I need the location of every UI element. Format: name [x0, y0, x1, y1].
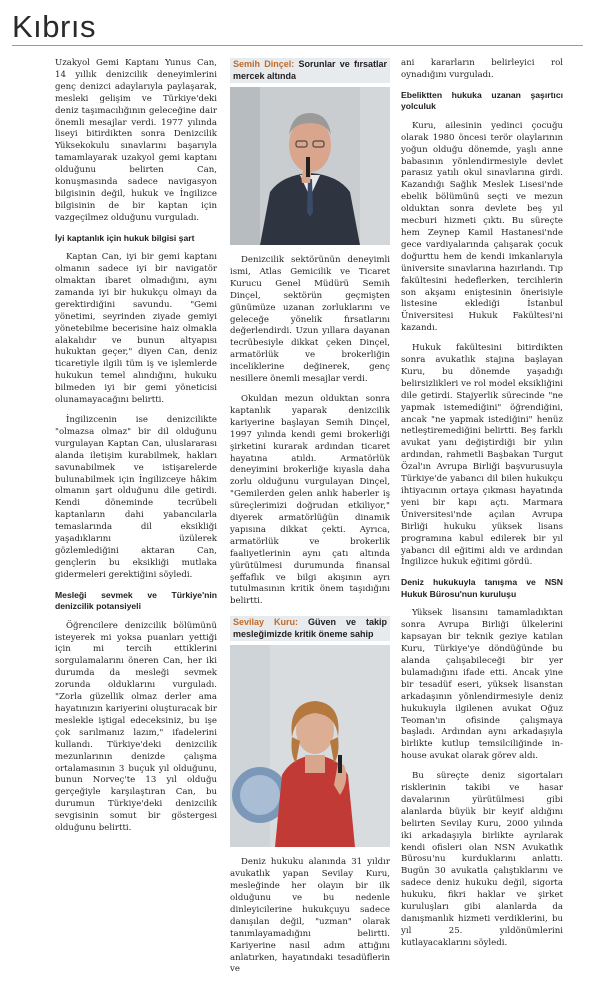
paragraph: Hukuk fakültesini bitirdikten sonra avukatlık stajına başlayan Kuru, bu dönemde yaşadığı belirsizlikleri ve rol model eksikliğini dile getirdi. Stajyerlik sürecinde "ne yapmak istemediğini" öğrendiğini, ancak "ne yapmak istediğini" henüz netleştiremediğini belirtti. Beş farklı avukat yanı değiştirdiği bir yılın ardından, rahmetli Başbakan Turgut Özal'ın Avrupa Birliği başvurusuyla Türkiye'de yabancı dil bilen hukukçu ihtiyacının ortaya çıkması hayatında yeni bir kapı açtı. Marmara Üniversitesi'nde açılan Avrupa Birliği hukuku yüksek lisans programına kabul edilerek bir yıl yabancı dil eğitimi aldı ve ardından İngilizce hukuk eğitimi gördü. — [401, 343, 563, 568]
column-2 — [230, 58, 390, 984]
speaker-photo-sevilay-kuru — [230, 645, 390, 847]
photo-caption-1 — [230, 58, 390, 83]
paragraph: Okuldan mezun olduktan sonra kaptanlık yaparak denizcilik kariyerine başlayan Semih Dinçel, 1997 yılında kendi gemi brokerliği şirketini kurarak ardından ticaret hayatına atıldı. Armatörlük deneyimini brokerliğe kıyasla daha zorlu olduğunu vurgulayan Dinçel, "Gemilerden gelen anlık haberler iş süreçlerimizi doğrudan etkiliyor," diyerek armatörlüğün dinamik yapısına dikkat çekti. Ayrıca, armatörlük ve brokerlik faaliyetlerinin aynı çatı altında yürütülmesi durumunda finansal şeffaflık ve bilgi akışının ayrı tutulmasının kritik önem taşıdığını belirtti. — [230, 393, 390, 607]
paragraph: Deniz hukuku alanında 31 yıldır avukatlık yapan Sevilay Kuru, mesleğinde her olayın bir ilk olduğunu ve bu nedenle dinleyicilerine hukukçuyu sadece danışılan değil, "uzman" olarak tanımlayamadığını belirtti. Kariyerine nasıl adım attığını anlatırken, hayatındaki tesadüflerin ve — [230, 857, 390, 975]
paragraph: ani kararların belirleyici rol oynadığını vurguladı. — [401, 58, 563, 80]
paragraph: Kaptan Can, iyi bir gemi kaptanı olmanın sadece iyi bir navigatör olmaktan ibaret olmadığını, aynı zamanda iyi bir hukukçu olmayı da gerektirdiğini savundu. "Gemi yönetimi, seyrinden ziyade gemiyi yönetebilme becerisine haiz olmakla alakalıdır ve bunun altyapısı hukuktan geçer," diyen Can, deniz ticaretiyle ilgili tüm iş ve işlemlerde hukukun temel alındığını, hukuku bilmeden iyi bir gemi yöneticisi olunamayacağını belirtti. — [55, 252, 217, 406]
paragraph: Kuru, ailesinin yedinci çocuğu olarak 1980 öncesi terör olaylarının yoğun olduğu dönemde, yaşlı anne babasının yönlendirmesiyle devlet parasız yatılı okul sınavlarına girdi. Kazandığı Sağlık Meslek Lisesi'nde ebelik bölümünü seçti ve mezun olduktan sonra devlete beş yıl mecburi hizmeti çıktı. Bu süreçte hem Zeynep Kamil Hastanesi'nde gece vardiyalarında çalışarak çocuk doğurttu hem de kendi imkanlarıyla üniversite sınavlarına hazırlandı. Tıp fakültesini hedeflerken, tercihlerin son akşamı eniştesinin önerisiyle listesine eklediği İstanbul Üniversitesi Hukuk Fakültesi'ni kazandı. — [401, 120, 563, 334]
column-1 — [55, 58, 217, 843]
subheading-law: İyi kaptanlık için hukuk bilgisi şart — [55, 232, 195, 243]
caption-name: Sevilay Kuru: — [233, 617, 299, 628]
caption-text: Sorunlar ve fırsatlar mercek altında — [233, 59, 387, 81]
subheading-nsn: Deniz hukukuyla tanışma ve NSN Hukuk Bürosu'nun kuruluşu — [401, 577, 563, 599]
paragraph: İngilizcenin ise denizcilikte "olmazsa olmaz" bir dil olduğunu vurgulayan Kaptan Can, uluslararası alanda iletişim kurabilmek, hakları savunabilmek ve istişarelerde bulunabilmek için İngilizceye hâkim olmanın şart olduğunu dile getirdi. Kendi döneminde tecrübeli kaptanların dahi yabancılarla temaslarında dil eksikliği yaşadıklarını üzülerek gözlemlediğini aktaran Can, gençlerin bu eksikliği mutlaka gidermeleri gerektiğini söyledi. — [55, 414, 217, 580]
column-3 — [401, 58, 563, 958]
intro-paragraph: Uzakyol Gemi Kaptanı Yunus Can, 14 yıllık denizcilik deneyimlerini genç denizci adaylarıyla paylaşarak, mesleki gelişim ve Türkiye'deki deniz taşımacılığının geleceğine dair önemli mesajlar verdi. 1977 yılında liseyi bitirdikten sonra Denizcilik Yüksekokulu sınavlarını başarıyla tamamlayarak uzakyol gemi kaptanı olduğunu belirten Can, konuşmasında sadece navigasyon bilgisinin değil, hukuk ve İngilizce bilgisinin de bir kaptan için vazgeçilmez olduğunu vurguladı. — [55, 58, 217, 223]
caption-text: Güven ve takip mesleğimizde kritik öneme sahip — [233, 617, 387, 639]
paragraph: Yüksek lisansını tamamladıktan sonra Avrupa Birliği ülkelerini kapsayan bir teknik geziye katılan Kuru, Türkiye'ye döndüğünde bu alanda çalışabileceği bir yer bulamadığını ifade etti. Ancak yine bir tesadüf eseri, yüksek lisanstan arkadaşının yönlendirmesiyle deniz hukukuyla ilgilenen avukat Oğuz Teoman'ın ofisinde çalışmaya başladı. Ardından aynı arkadaşıyla birlikte kutlup temsilciliğinde in-house avukat olarak görev aldı. — [401, 608, 563, 762]
subheading-potential: Mesleği sevmek ve Türkiye'nin denizcilik potansiyeli — [55, 589, 217, 612]
paragraph: Denizcilik sektörünün deneyimli ismi, Atlas Gemicilik ve Ticaret Kurucu Genel Müdürü Semih Dinçel, sektörün geçmişten günümüze uzanan zorluklarını ve geleceğe yönelik fırsatlarını değerlendirdi. Uzun yıllara dayanan tecrübesiyle dikkat çeken Dinçel, armatörlük ve brokerliğin inceliklerine değinerek, genç nesillere önemli mesajlar verdi. — [230, 255, 390, 385]
speaker-photo-semih-dincel — [230, 87, 390, 245]
photo-caption-2 — [230, 616, 390, 641]
paragraph: Öğrencilere denizcilik bölümünü isteyerek mi yoksa puanları yettiği için mi tercih ettiklerini sorgulamalarını öneren Can, her iki durumda da mesleği sevmek zorunda olduklarını vurguladı. "Zorla güzellik olmaz derler ama hayatınızın kariyerini oluşturacak bir meslekle iştigal edeceksiniz, bu işe çok sarılmanız lazım," ifadelerini kullandı. Türkiye'deki denizcilik mezunlarının denizde çalışma ortalamasının 3 buçuk yıl olduğunu, bunun Norveç'te 13 yıl olduğu gerçeğiyle karşılaştıran Can, bu durumun Türkiye'deki denizcilik sevgisinin somut bir göstergesi olduğunu belirtti. — [55, 620, 217, 834]
paragraph: Bu süreçte deniz sigortaları risklerinin takibi ve hasar davalarının yürütülmesi gibi alanlarda büyük bir keyif aldığını belirten Sevilay Kuru, 2000 yılında iki arkadaşıyla birlikte ayrılarak kendi ofisleri olan NSN Avukatlık Bürosu'nu kurduklarını anlattı. Bugün 30 avukatla çalıştıklarını ve sadece deniz hukuku değil, sigorta hukuku, fikri haklar ve şirket kuruluşları gibi alanlarda da danışmanlık hizmeti verdiklerini, bu yıl 25. yıldönümlerini kutlayacaklarını söyledi. — [401, 771, 563, 948]
section-title: Kıbrıs — [12, 9, 96, 44]
subheading-journey: Ebeliktten hukuka uzanan şaşırtıcı yolculuk — [401, 89, 563, 112]
caption-name: Semih Dinçel: — [233, 59, 295, 69]
header-divider — [12, 45, 583, 46]
